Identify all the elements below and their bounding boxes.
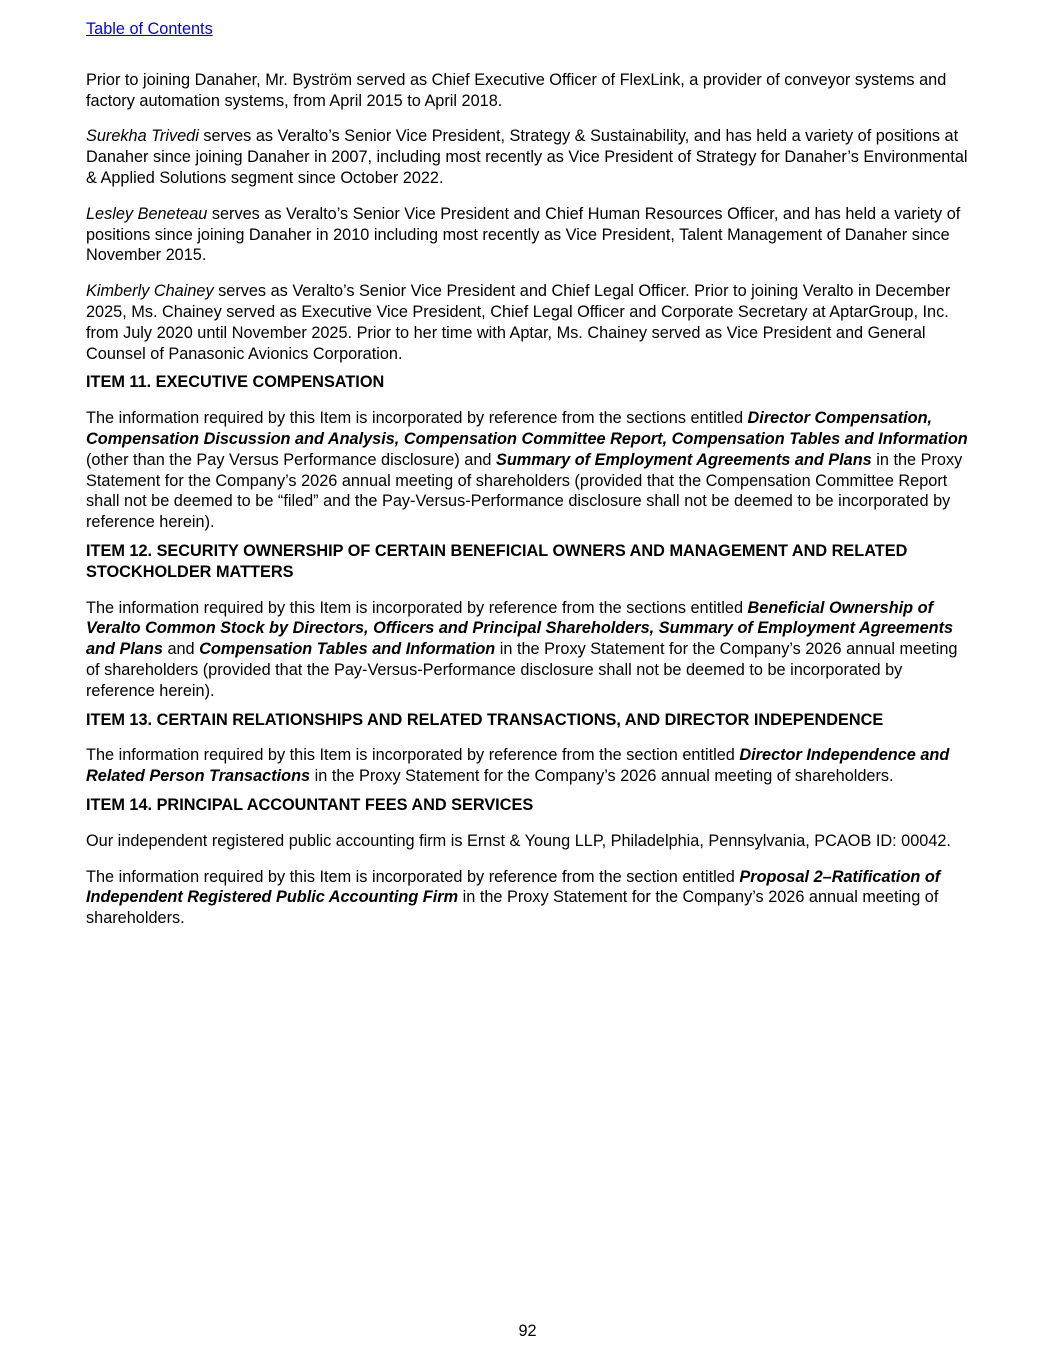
- item-11-text: [86, 408, 972, 533]
- item-12-heading: ITEM 12. SECURITY OWNERSHIP OF CERTAIN BENEFICIAL OWNERS AND MANAGEMENT AND RELATED STOCKHOLDER MATTERS: [86, 541, 908, 581]
- table-of-contents-link[interactable]: Table of Contents: [86, 20, 213, 38]
- beneteau-text: serves as Veralto’s Senior Vice President and Chief Human Resources Officer, and has held a variety of positions since joining Danaher in 2010 including most recently as Vice President, Talent Management of Danaher since November 2015.: [86, 204, 961, 265]
- chainey-text: serves as Veralto’s Senior Vice President and Chief Legal Officer. Prior to joining Veralto in December 2025, Ms. Chainey served as Executive Vice President, Chief Legal Officer and Corporate Secretary at AptarGroup, Inc. from July 2020 until November 2025. Prior to her time with Aptar, Ms. Chainey served as Vice President and General Counsel of Panasonic Avionics Corporation.: [86, 282, 951, 363]
- bystrom-bio: Prior to joining Danaher, Mr. Byström served as Chief Executive Officer of FlexLink, a provider of conveyor systems and factory automation systems, from April 2015 to April 2018.: [86, 70, 947, 110]
- chainey-name: Kimberly Chainey: [86, 282, 214, 301]
- page-number: 92: [518, 1322, 537, 1340]
- item-13-heading: ITEM 13. CERTAIN RELATIONSHIPS AND RELATED TRANSACTIONS, AND DIRECTOR INDEPENDENCE: [86, 710, 884, 729]
- item-14-text-1: The information required by this Item is incorporated by reference from the section entitled: [86, 867, 740, 886]
- trivedi-text: serves as Veralto’s Senior Vice President, Strategy & Sustainability, and has held a variety of positions at Danaher since joining Danaher in 2007, including most recently as Vice President of Strategy for Danaher’s Environmental & Applied Solutions segment since October 2022.: [86, 127, 968, 187]
- item-12-text-2: and: [162, 640, 200, 659]
- item-14-ref-1: Proposal 2–Ratification of Independent Registered Public Accounting Firm: [86, 867, 941, 907]
- item-11-text-3: in the Proxy Statement for the Company’s 2026 annual meeting of shareholders (provided that the Compensation Committee Report shall not be deemed to be “filed” and the Pay-Versus-Performance disclosure shall not be deemed to be incorporated by reference herein).: [86, 450, 963, 532]
- item-11-text-2: (other than the Pay Versus Performance disclosure) and: [86, 450, 496, 469]
- item-14-auditor-text: Our independent registered public accounting firm is Ernst & Young LLP, Philadelphia, Pennsylvania, PCAOB ID: 00042.: [86, 831, 951, 850]
- item-14-heading: ITEM 14. PRINCIPAL ACCOUNTANT FEES AND SERVICES: [86, 795, 534, 814]
- item-12-ref-2: Compensation Tables and Information: [199, 640, 496, 659]
- chainey-bio: [86, 281, 972, 364]
- document-page: [86, 19, 972, 944]
- item-14-text-2: in the Proxy Statement for the Company’s 2026 annual meeting of shareholders.: [86, 888, 939, 928]
- trivedi-bio: [86, 126, 972, 188]
- item-11-heading: ITEM 11. EXECUTIVE COMPENSATION: [86, 373, 385, 392]
- item-14-text: [86, 867, 972, 929]
- beneteau-name: Lesley Beneteau: [86, 204, 208, 223]
- trivedi-name: Surekha Trivedi: [86, 127, 199, 146]
- beneteau-bio: [86, 204, 972, 266]
- item-11-ref-1: Director Compensation, Compensation Discussion and Analysis, Compensation Committee Report, Compensation Tables and Information: [86, 409, 968, 448]
- item-13-ref-1: Director Independence and Related Person Transactions: [86, 746, 950, 786]
- item-13-text-1: The information required by this Item is incorporated by reference from the section entitled: [86, 746, 740, 765]
- item-12-text: [86, 598, 972, 702]
- item-12-text-1: The information required by this Item is incorporated by reference from the sections entitled: [86, 598, 748, 617]
- item-12-text-3: in the Proxy Statement for the Company’s 2026 annual meeting of shareholders (provided that the Pay-Versus-Performance disclosure shall not be deemed to be incorporated by reference herein).: [86, 640, 958, 700]
- item-13-text-2: in the Proxy Statement for the Company’s 2026 annual meeting of shareholders.: [310, 767, 894, 786]
- item-13-text: [86, 745, 972, 787]
- item-11-ref-2: Summary of Employment Agreements and Plans: [495, 450, 872, 469]
- item-12-ref-1: Beneficial Ownership of Veralto Common Stock by Directors, Officers and Principal Shareholders, Summary of Employment Agreements and Plans: [86, 598, 954, 659]
- item-11-text-1: The information required by this Item is incorporated by reference from the sections entitled: [86, 409, 748, 428]
